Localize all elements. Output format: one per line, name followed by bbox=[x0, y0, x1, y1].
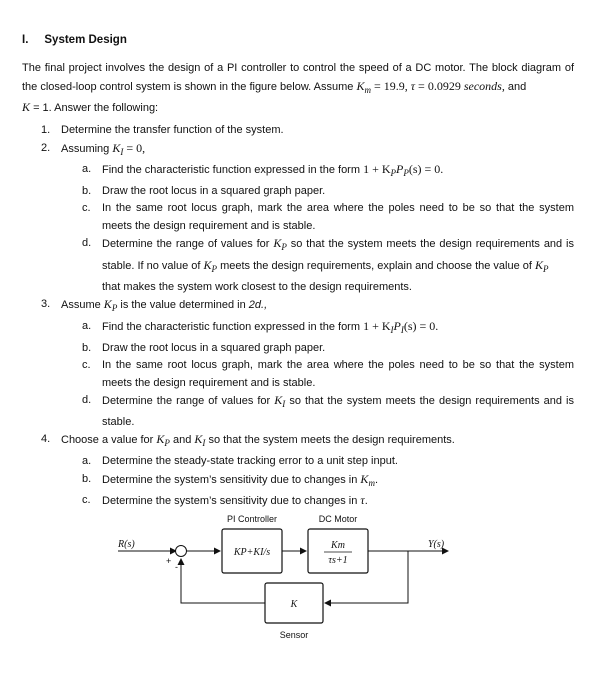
subquestion-text: that makes the system work closest to the design requirements. bbox=[102, 280, 412, 293]
subquestion-text: Draw the root locus in a squared graph paper. bbox=[102, 184, 326, 197]
question-4b bbox=[22, 471, 574, 493]
k-symbol: K bbox=[22, 100, 31, 115]
question-3b bbox=[22, 340, 574, 358]
char-eq-sub: I bbox=[390, 325, 394, 336]
subquestion-marker: b. bbox=[82, 341, 92, 354]
ki-symbol: K bbox=[194, 432, 203, 447]
km-value: = 19.9, bbox=[370, 78, 411, 93]
subquestion-marker: c. bbox=[82, 359, 91, 372]
subquestion-text: Draw the root locus in a squared graph paper. bbox=[102, 341, 326, 354]
question-marker: 2. bbox=[41, 141, 51, 154]
subquestion-marker: b. bbox=[82, 184, 92, 197]
subquestion-marker: c. bbox=[82, 494, 91, 507]
question-3d bbox=[22, 392, 574, 431]
question-text: and bbox=[169, 434, 195, 447]
char-eq-part: P bbox=[393, 318, 401, 333]
subquestion-text: Determine the steady-state tracking error to a unit step input. bbox=[102, 455, 398, 467]
question-2d bbox=[22, 235, 574, 296]
intro-text: The final project involves the design of a PI controller to control the speed of a DC motor. The block diagram of the closed-loop control system is shown in the figure below. Assume bbox=[22, 62, 574, 93]
motor-denominator: τs+1 bbox=[328, 555, 348, 566]
ki-subscript: I bbox=[282, 399, 286, 410]
question-4 bbox=[22, 431, 574, 453]
subquestion-text: so that the system meets the design requirements and is stable. If no value of bbox=[102, 238, 575, 273]
char-eq-part: 1 + K bbox=[363, 318, 391, 333]
output-label: Y(s) bbox=[428, 539, 445, 550]
section-number: I. bbox=[22, 34, 29, 46]
subquestion-marker: a. bbox=[82, 163, 92, 176]
km-symbol: K bbox=[360, 471, 369, 486]
subquestion-marker: c. bbox=[82, 202, 91, 215]
question-3c bbox=[22, 357, 574, 392]
plus-sign: + bbox=[166, 556, 172, 566]
subquestion-marker: a. bbox=[82, 455, 92, 467]
kp-subscript: P bbox=[281, 242, 287, 253]
block-diagram bbox=[0, 505, 601, 655]
input-label: R(s) bbox=[118, 539, 135, 550]
kp-symbol: K bbox=[103, 297, 112, 312]
ki-value: = 0, bbox=[123, 140, 146, 155]
km-symbol: K bbox=[356, 78, 365, 93]
question-text: Choose a value for bbox=[61, 434, 157, 447]
subquestion-text: . bbox=[364, 495, 368, 508]
kp-symbol: K bbox=[273, 236, 282, 251]
question-text: Assuming bbox=[61, 142, 113, 155]
ki-subscript: I bbox=[202, 438, 206, 449]
question-reference: 2d., bbox=[248, 299, 268, 312]
sensor-label: Sensor bbox=[279, 630, 309, 640]
char-eq-part: (s) = 0. bbox=[408, 162, 444, 177]
subquestion-text: Determine the system’s sensitivity due to changes in bbox=[102, 473, 361, 486]
subquestion-text: In the same root locus graph, mark the area where the poles need to be so that the system meets the design requirement and is stable. bbox=[102, 359, 574, 389]
char-eq-sub: I bbox=[400, 325, 404, 336]
question-1 bbox=[22, 122, 574, 140]
kp-subscript: P bbox=[111, 303, 118, 314]
question-3 bbox=[22, 296, 574, 318]
subquestion-text: Find the characteristic function expressed in the form bbox=[102, 164, 364, 177]
intro-paragraph bbox=[22, 60, 574, 118]
kp-symbol: K bbox=[156, 432, 165, 447]
kp-symbol: K bbox=[535, 258, 544, 273]
subquestion-marker: d. bbox=[82, 394, 92, 407]
question-text: is the value determined in bbox=[117, 299, 249, 312]
summing-junction bbox=[176, 546, 187, 557]
k-value: = 1. Answer the following: bbox=[30, 102, 159, 115]
tau-value: = 0.0929 bbox=[415, 78, 464, 93]
question-marker: 4. bbox=[41, 433, 51, 446]
kp-subscript: P bbox=[211, 264, 218, 275]
char-eq-part: (s) = 0. bbox=[403, 318, 439, 333]
question-marker: 3. bbox=[41, 298, 51, 311]
tau-symbol: τ bbox=[410, 78, 416, 93]
motor-numerator: Km bbox=[331, 540, 345, 551]
subquestion-text: so that the system meets the design requirements and is stable. bbox=[102, 395, 575, 428]
question-2 bbox=[22, 140, 574, 162]
kp-subscript: P bbox=[543, 264, 549, 275]
subquestion-marker: d. bbox=[82, 237, 92, 250]
subquestion-text: Find the characteristic function expressed in the form bbox=[102, 320, 364, 333]
char-eq-sub: P bbox=[390, 168, 397, 179]
question-2a bbox=[22, 161, 574, 183]
intro-and: and bbox=[504, 80, 527, 93]
km-subscript: m bbox=[368, 477, 375, 488]
question-2b bbox=[22, 183, 574, 201]
ki-subscript: I bbox=[120, 146, 124, 157]
subquestion-text: Determine the range of values for bbox=[102, 395, 275, 408]
tau-symbol: τ bbox=[360, 493, 365, 508]
question-marker: 1. bbox=[41, 124, 51, 136]
question-3a bbox=[22, 318, 574, 340]
kp-symbol: K bbox=[203, 258, 212, 273]
minus-sign: - bbox=[175, 562, 178, 572]
question-text: so that the system meets the design requirements. bbox=[205, 434, 455, 447]
subquestion-text: . bbox=[374, 473, 378, 486]
sensor-transfer-function: K bbox=[290, 599, 298, 610]
subquestion-text: Determine the system’s sensitivity due to changes in bbox=[102, 495, 361, 508]
seconds-unit: seconds, bbox=[463, 78, 505, 93]
kp-subscript: P bbox=[164, 438, 170, 449]
ki-symbol: K bbox=[112, 140, 121, 155]
subquestion-marker: a. bbox=[82, 319, 92, 332]
char-eq-sub: P bbox=[403, 168, 409, 179]
subquestion-text: Determine the range of values for bbox=[102, 238, 274, 251]
subquestion-marker: b. bbox=[82, 472, 92, 485]
dc-motor-block bbox=[308, 529, 368, 573]
question-2c bbox=[22, 200, 574, 235]
subquestion-text: meets the design requirements, explain and choose the value of bbox=[217, 260, 536, 273]
question-text: Assume bbox=[61, 299, 104, 312]
km-subscript: m bbox=[364, 84, 371, 95]
section-title: System Design bbox=[44, 34, 127, 46]
dc-motor-label: DC Motor bbox=[318, 514, 358, 524]
pi-transfer-function: KP+KI/s bbox=[233, 547, 271, 558]
section-heading bbox=[22, 34, 127, 46]
question-text: Determine the transfer function of the system. bbox=[61, 124, 284, 136]
char-eq-part: 1 + K bbox=[363, 162, 391, 177]
char-eq-part: P bbox=[396, 162, 404, 177]
pi-controller-label: PI Controller bbox=[226, 514, 278, 524]
ki-symbol: K bbox=[274, 393, 283, 408]
subquestion-text: In the same root locus graph, mark the area where the poles need to be so that the system meets the design requirement and is stable. bbox=[102, 202, 574, 232]
question-4a bbox=[22, 453, 574, 471]
question-list bbox=[22, 122, 574, 511]
